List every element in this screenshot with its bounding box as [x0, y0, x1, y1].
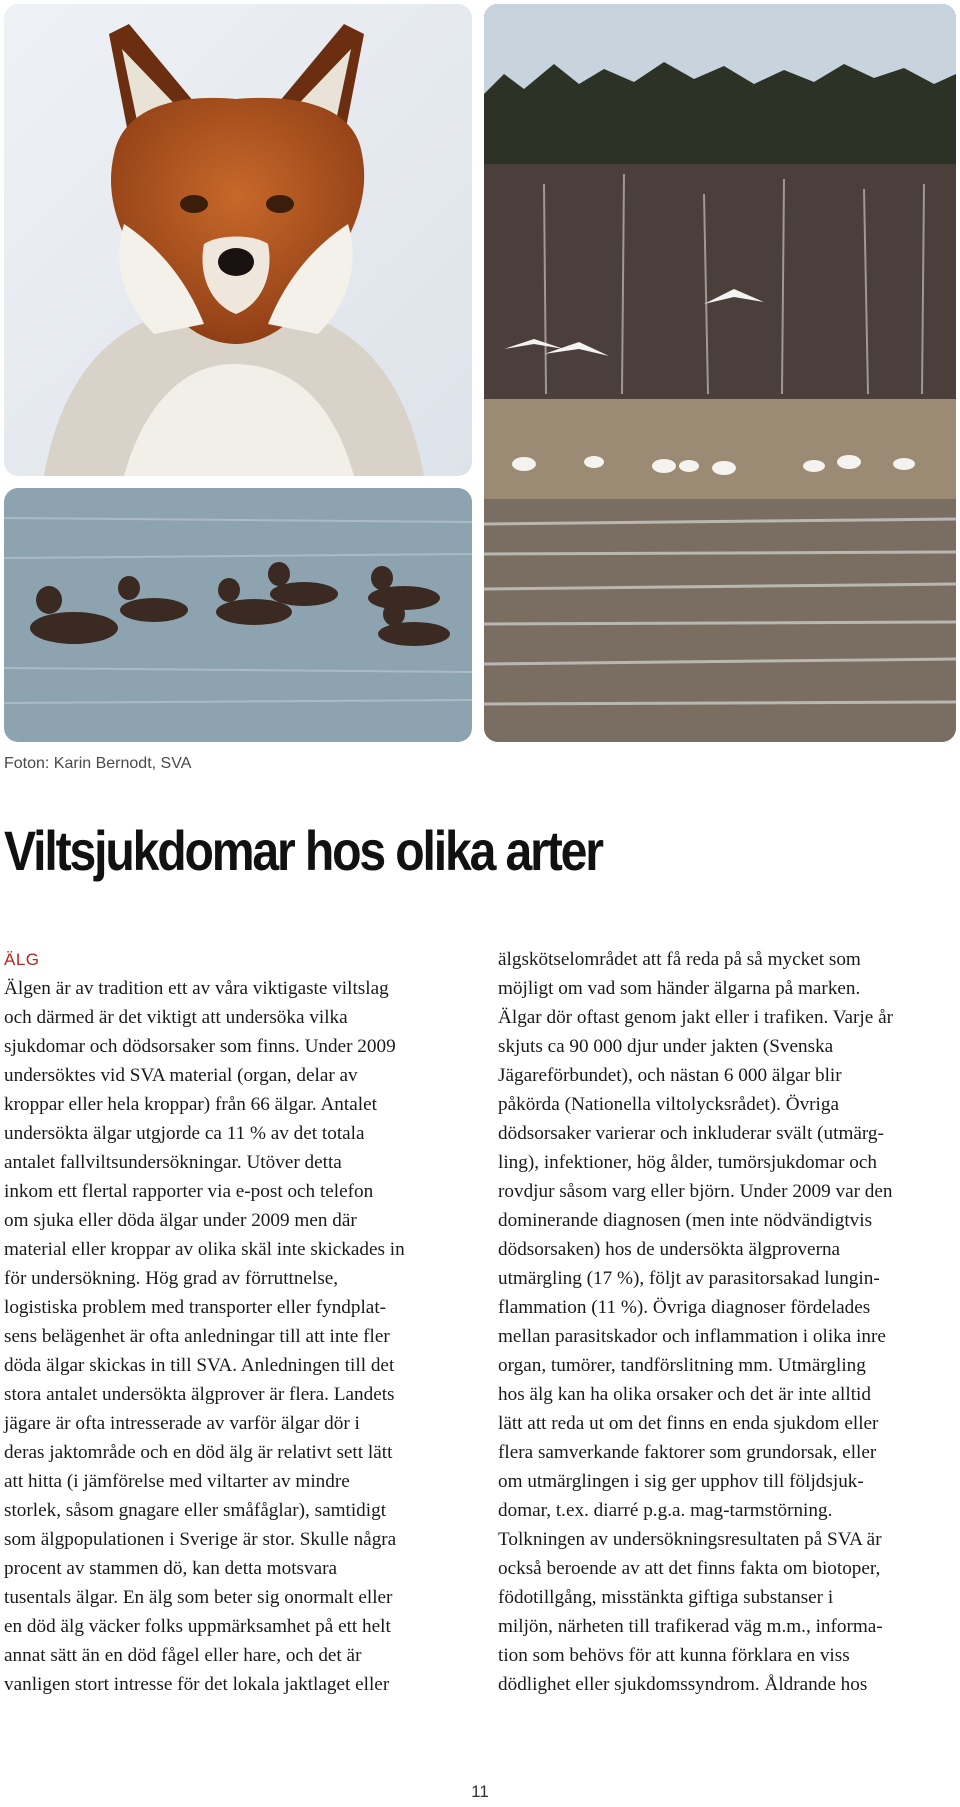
page-title: Viltsjukdomar hos olika arter	[4, 819, 602, 882]
page-number: 11	[471, 1782, 489, 1801]
body-line: lätt att reda ut om det finns en enda sjukdom eller	[498, 1413, 879, 1434]
body-line: möjligt om vad som händer älgarna på marken.	[498, 978, 861, 999]
body-line: och därmed är det viktigt att undersöka vilka	[4, 1007, 348, 1028]
body-line: mellan parasitskador och inflammation i olika inre	[498, 1326, 886, 1347]
body-line: tusentals älgar. En älg som beter sig onormalt eller	[4, 1587, 393, 1608]
body-line: flera samverkande faktorer som grundorsak, eller	[498, 1442, 877, 1463]
body-line: annat sätt än en död fågel eller hare, och det är	[4, 1645, 362, 1666]
swans-photo	[484, 4, 956, 742]
body-line: Tolkningen av undersökningsresultaten på SVA är	[498, 1529, 882, 1550]
left-column	[4, 945, 405, 1699]
body-line: om sjuka eller döda älgar under 2009 men där	[4, 1210, 357, 1231]
body-line: en död älg väcker folks uppmärksamhet på ett helt	[4, 1616, 391, 1637]
body-line: undersökta älgar utgjorde ca 11 % av det totala	[4, 1123, 365, 1144]
body-line: stora antalet undersökta älgprover är flera. Landets	[4, 1384, 395, 1405]
right-column	[498, 945, 893, 1699]
body-line: antalet fallviltsundersökningar. Utöver detta	[4, 1152, 342, 1173]
ducks-photo	[4, 488, 472, 742]
body-line: flammation (11 %). Övriga diagnoser fördelades	[498, 1297, 871, 1318]
body-line: sens belägenhet är ofta anledningar till att inte fler	[4, 1326, 390, 1347]
body-line: om utmärglingen i sig ger upphov till följdsjuk-	[498, 1471, 864, 1492]
body-line: älgskötselområdet att få reda på så mycket som	[498, 949, 861, 970]
body-line: vanligen stort intresse för det lokala jaktlaget eller	[4, 1674, 390, 1695]
body-line: inkom ett flertal rapporter via e-post och telefon	[4, 1181, 374, 1202]
body-line: att hitta (i jämförelse med viltarter av mindre	[4, 1471, 350, 1492]
body-line: material eller kroppar av olika skäl inte skickades in	[4, 1239, 405, 1260]
body-line: dödsorsaker varierar och inkluderar svält (utmärg-	[498, 1123, 884, 1144]
body-line: miljön, närheten till trafikerad väg m.m., informa-	[498, 1616, 883, 1637]
body-line: sjukdomar och dödsorsaker som finns. Under 2009	[4, 1036, 396, 1057]
body-line: storlek, såsom gnagare eller småfåglar), samtidigt	[4, 1500, 387, 1521]
body-line: deras jaktområde och en död älg är relativt sett lätt	[4, 1442, 393, 1463]
body-line: rovdjur såsom varg eller björn. Under 2009 var den	[498, 1181, 893, 1202]
body-line: Älgen är av tradition ett av våra viktigaste viltslag	[4, 978, 389, 999]
body-line: påkörda (Nationella viltolycksrådet). Övriga	[498, 1094, 839, 1115]
fox-photo	[4, 4, 472, 476]
body-line: skjuts ca 90 000 djur under jakten (Svenska	[498, 1036, 834, 1057]
body-line: logistiska problem med transporter eller fyndplat-	[4, 1297, 387, 1318]
body-line: Jägareförbundet), och nästan 6 000 älgar blir	[498, 1065, 842, 1086]
body-line: också beroende av att det finns fakta om biotoper,	[498, 1558, 881, 1579]
body-line: procent av stammen dö, kan detta motsvara	[4, 1558, 338, 1579]
section-label: ÄLG	[4, 950, 40, 969]
body-line: utmärgling (17 %), följt av parasitorsakad lungin-	[498, 1268, 880, 1289]
body-line: dominerande diagnosen (men inte nödvändigtvis	[498, 1210, 873, 1231]
body-line: jägare är ofta intresserade av varför älgar dör i	[4, 1413, 360, 1434]
body-line: födotillgång, misstänkta giftiga substanser i	[498, 1587, 834, 1608]
body-line: ling), infektioner, hög ålder, tumörsjukdomar och	[498, 1152, 877, 1173]
body-line: domar, t.ex. diarré p.g.a. mag-tarmstörning.	[498, 1500, 833, 1521]
body-line: dödlighet eller sjukdomssyndrom. Åldrande hos	[498, 1674, 868, 1695]
photo-credit: Foton: Karin Bernodt, SVA	[4, 755, 192, 772]
body-line: undersöktes vid SVA material (organ, delar av	[4, 1065, 358, 1086]
body-line: döda älgar skickas in till SVA. Anledningen till det	[4, 1355, 395, 1376]
body-line: för undersökning. Hög grad av förruttnelse,	[4, 1268, 339, 1289]
body-line: tion som behövs för att kunna förklara en viss	[498, 1645, 850, 1666]
body-line: organ, tumörer, tandförslitning mm. Utmärgling	[498, 1355, 866, 1376]
body-line: dödsorsaken) hos de undersökta älgproverna	[498, 1239, 841, 1260]
body-line: kroppar eller hela kroppar) från 66 älgar. Antalet	[4, 1094, 377, 1115]
body-line: som älgpopulationen i Sverige är stor. Skulle några	[4, 1529, 397, 1550]
body-line: Älgar dör oftast genom jakt eller i trafiken. Varje år	[498, 1007, 893, 1028]
body-line: hos älg kan ha olika orsaker och det är inte alltid	[498, 1384, 871, 1405]
